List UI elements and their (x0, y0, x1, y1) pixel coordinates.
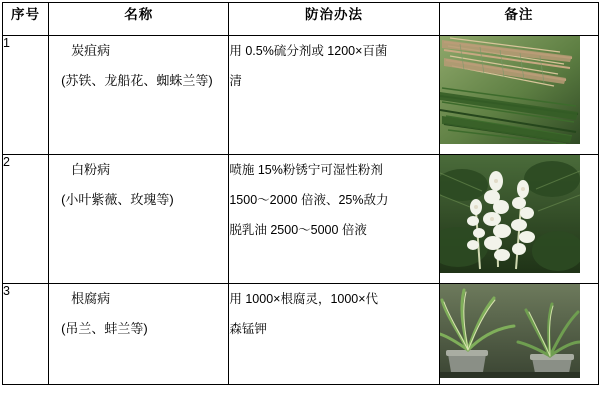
disease-name-cell (49, 36, 229, 155)
treatment-line: 森锰钾 (229, 322, 267, 336)
treatment-line: 1500～2000 倍液、25%敌力 (229, 193, 389, 207)
row-index-cell: 2 (3, 155, 49, 284)
table-row (3, 36, 599, 155)
note-cell (439, 284, 598, 385)
table-row (3, 155, 599, 284)
treatment-line: 清 (229, 74, 242, 88)
treatment-method-cell (229, 155, 439, 284)
pest-control-table (2, 2, 599, 385)
treatment-method-cell (229, 284, 439, 385)
column-header-name: 名称 (49, 3, 229, 36)
disease-name-main: 根腐病 (71, 291, 111, 306)
disease-name-sub: (苏铁、龙船花、蜘蛛兰等) (61, 73, 213, 88)
table-row (3, 284, 599, 385)
row-index-cell: 1 (3, 36, 49, 155)
column-header-method: 防治办法 (229, 3, 439, 36)
note-cell (439, 36, 598, 155)
disease-name-main: 白粉病 (71, 162, 111, 177)
treatment-line: 用 1000×根腐灵，1000×代 (229, 292, 379, 306)
column-header-note: 备注 (439, 3, 598, 36)
disease-name-sub: (吊兰、蚌兰等) (61, 321, 148, 336)
treatment-line: 用 0.5%硫分剂或 1200×百菌 (229, 44, 388, 58)
white-flower-photo (440, 155, 598, 273)
palm-leaf-photo (440, 36, 598, 144)
treatment-line: 脱乳油 2500～5000 倍液 (229, 223, 367, 237)
disease-name-sub: (小叶紫薇、玫瑰等) (61, 192, 174, 207)
document-page (0, 2, 600, 406)
treatment-line: 喷施 15%粉锈宁可湿性粉剂 (229, 163, 383, 177)
disease-name-cell (49, 284, 229, 385)
table-header (3, 3, 599, 36)
disease-name-main: 炭疽病 (71, 43, 111, 58)
row-index-cell: 3 (3, 284, 49, 385)
disease-name-cell (49, 155, 229, 284)
column-header-no: 序号 (3, 3, 49, 36)
table-header-row (3, 3, 599, 36)
treatment-method-cell (229, 36, 439, 155)
table-body (3, 36, 599, 385)
note-cell (439, 155, 598, 284)
potted-plant-photo (440, 284, 598, 378)
